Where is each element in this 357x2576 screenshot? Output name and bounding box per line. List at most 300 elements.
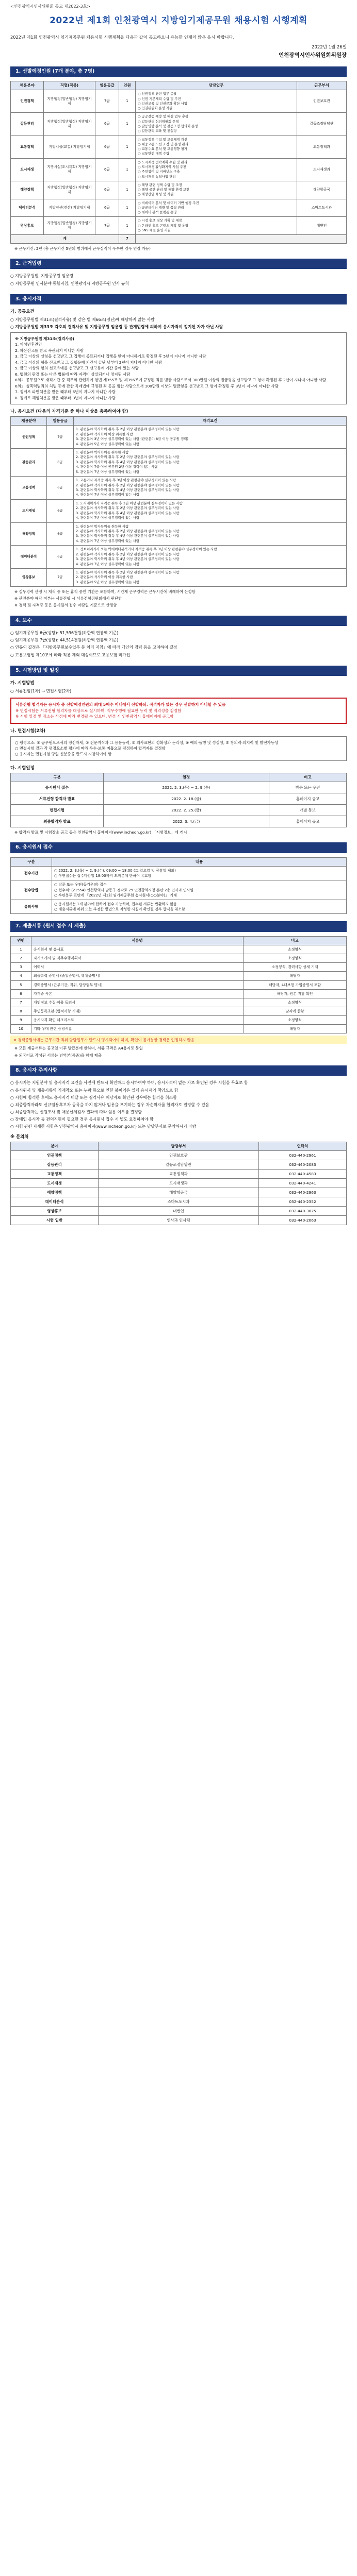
recruitment-row — [11, 158, 347, 181]
contact-row — [11, 1216, 347, 1225]
contact-field-cell: 교통정책 — [11, 1170, 99, 1179]
number-cell: 10 — [11, 1025, 31, 1033]
requirements-cell — [74, 449, 347, 477]
page-title: 2022년 제1회 인천광역시 지방임기제공무원 채용시험 시행계획 — [50, 15, 307, 26]
number-cell: 6 — [11, 989, 31, 998]
recruitment-row — [11, 217, 347, 235]
interview-line: ○ 응시자는 면접시험 당일 신분증을 반드시 지참하여야 함 — [15, 752, 112, 757]
grade-cell: 7급 — [47, 568, 74, 586]
salary-item: ○ 임기제공무원 6급(상당): 51,596천원(하한액 연봉액 기준) — [10, 631, 119, 636]
duty-line: ○ 해양 공간 관리 및 해양 환경 보전 — [138, 188, 190, 192]
intro-text: 2022년 제1회 인천광역시 임기제공무원 채용시험 시행계획을 다음과 같이 공고하오니 유능한 인재의 많은 응시 바랍니다. — [10, 34, 235, 40]
interview-line: ○ 면접시험 결과 각 평정요소별 평가에 따라 우수·보통·미흡으로 평정하여 합격자를 결정함 — [15, 745, 166, 751]
contact-row — [11, 1197, 347, 1207]
disqualification-item: 6의3. 성폭력범죄의 처벌 등에 관한 특례법에 규정된 죄 등을 범한 사람으로서 100만원 이상의 벌금형을 선고받고 그 형이 확정된 후 3년이 지나지 아니한 사람 — [15, 383, 279, 388]
section-salary-title: 4. 보수 — [10, 616, 347, 626]
date-cell: 2022. 3. 4.(금) — [104, 816, 269, 827]
contact-dept-cell: 해양항공국 — [99, 1188, 259, 1197]
contact-row — [11, 1151, 347, 1160]
content-line: ○ 우편접수는 접수마감일 18:00까지 도착분에 한하여 유효함 — [54, 874, 152, 878]
content-line: ○ 응시원서는 1개 분야에 한하여 접수 가능하며, 접수된 서류는 반환하지 않음 — [54, 902, 177, 906]
content-cell — [52, 900, 347, 913]
requirement-line: 2. 관련분야 석사학위 취득 후 2년 이상 관련분야 실무경력이 있는 사람 — [76, 455, 180, 460]
requirement-line: 1. 정보처리기사 또는 빅데이터분석기사 자격증 취득 후 3년 이상 관련분야 실무경력이 있는 사람 — [76, 547, 217, 552]
legal-basis-item: ○ 지방공무원 인사분야 통합지침, 인천광역시 지방공무원 인사 규칙 — [10, 281, 129, 286]
duty-line: ○ 교통정책 수립 및 교통체계 개선 — [138, 137, 187, 142]
document-row — [11, 945, 347, 954]
document-note-cell: 해당자 — [244, 1025, 347, 1033]
common-requirements-heading: 가. 공통요건 — [10, 309, 35, 314]
duties-cell — [136, 113, 297, 135]
field-cell: 영상홍보 — [11, 217, 44, 235]
requirement-line: 3. 관련분야 학사학위 취득 후 4년 이상 관련분야 실무경력이 있는 사람 — [76, 488, 180, 493]
warning-line: ※ 면접시험은 서류전형 합격자를 대상으로 실시하며, 직무수행에 필요한 능력 및 적격성을 검정함 — [15, 708, 182, 713]
count-cell: 1 — [119, 199, 136, 217]
documents-note: ※ 모든 제출서류는 공고일 이후 발급분에 한하며, 서류 규격은 A4용지로 통일 — [14, 1046, 143, 1051]
footer-spacer — [10, 1225, 347, 1234]
field-cell: 영상홍보 — [11, 568, 47, 586]
grade-cell: 6급 — [95, 181, 119, 199]
application-table — [10, 857, 347, 914]
contact-dept-cell: 인권보호관 — [99, 1151, 259, 1160]
stage-cell: 최종합격자 발표 — [11, 816, 104, 827]
count-cell: 1 — [119, 181, 136, 199]
col-header: 인원 — [119, 81, 136, 90]
notice-reference: <인천광역시인사위원회 공고 제2022-3호> — [10, 4, 91, 9]
document-name-cell: 개인정보 수집·이용 동의서 — [31, 998, 244, 1007]
count-cell: 1 — [119, 217, 136, 235]
recruitment-row — [11, 199, 347, 217]
duty-line: ○ 해양산업 육성 및 지원 — [138, 192, 174, 197]
contact-field-cell: 인권정책 — [11, 1151, 99, 1160]
contact-table — [10, 1142, 347, 1225]
col-header: 연번 — [11, 936, 31, 945]
field-cell: 해양정책 — [11, 181, 44, 199]
field-cell: 해양정책 — [11, 522, 47, 546]
contact-dept-cell: 스마트도시과 — [99, 1197, 259, 1207]
disqualification-item: 1. 피성년후견인 — [15, 342, 42, 347]
contact-field-cell: 갈등관리 — [11, 1160, 99, 1170]
series-cell: 지방행정(일반행정) 지방임기제 — [44, 113, 95, 135]
number-cell: 8 — [11, 1007, 31, 1015]
count-cell: 1 — [119, 158, 136, 181]
grade-cell: 7급 — [95, 217, 119, 235]
note-cell: 개별 통보 — [269, 805, 347, 816]
dept-cell: 대변인 — [297, 217, 347, 235]
document-note-cell: 남자에 한함 — [244, 1007, 347, 1015]
contact-field-cell: 시험 일반 — [11, 1216, 99, 1225]
document-name-cell: 응시원서 및 응시표 — [31, 945, 244, 954]
qualification-table — [10, 416, 347, 587]
duty-line: ○ 인권교육 및 인권문화 확산 사업 — [138, 101, 187, 106]
requirement-line: 4. 관련분야 7년 이상 실무경력이 있는 사람 — [76, 562, 140, 566]
requirement-line: 2. 관련분야 석사학위 취득 후 2년 이상 관련분야 실무경력이 있는 사람 — [76, 506, 180, 511]
series-cell: 지방행정(일반행정) 지방임기제 — [44, 217, 95, 235]
contact-tel-cell: 032-440-2963 — [259, 1188, 347, 1197]
col-header: 서류명 — [31, 936, 244, 945]
requirement-line: 2. 관련분야 석사학위 취득 후 2년 이상 관련분야 실무경력이 있는 사람 — [76, 529, 180, 533]
requirement-line: 3. 관련분야 학사학위 취득 후 4년 이상 관련분야 실무경력이 있는 사람 — [76, 534, 180, 538]
col-header: 임용등급 — [47, 417, 74, 426]
contact-tel-cell: 032-440-3025 — [259, 1207, 347, 1216]
dept-cell: 갈등조정담당관 — [297, 113, 347, 135]
stage-cell: 서류전형 합격자 발표 — [11, 793, 104, 805]
col-header: 담당부서 — [99, 1142, 259, 1151]
requirement-line: 1. 도시계획기사 자격증 취득 후 3년 이상 관련분야 실무경력이 있는 사람 — [76, 501, 183, 505]
content-line: ○ 접수처: (21554) 인천광역시 남동구 정각로 29 인천광역시청 본관 2층 인사과 인사팀 — [54, 888, 194, 892]
caution-item: ○ 시험에 합격한 후에도 응시자격 미달 또는 결격사유 해당자로 확인된 경우에는 합격을 취소함 — [10, 1095, 177, 1100]
qualification-row — [11, 499, 347, 522]
document-note-cell: 해당자 — [244, 972, 347, 980]
requirement-line: 4. 관련분야 7년 이상 실무경력이 있는 사람 — [76, 516, 140, 520]
grade-cell: 7급 — [95, 90, 119, 113]
duty-line: ○ 교통안전 대책 수립 — [138, 151, 170, 156]
issuing-organization: 인천광역시인사위원회위원장 — [279, 52, 347, 59]
note-cell: 홈페이지 공고 — [269, 793, 347, 805]
recruitment-row — [11, 113, 347, 135]
contact-row — [11, 1179, 347, 1188]
contact-tel-cell: 032-440-2083 — [259, 1160, 347, 1170]
requirements-cell — [74, 477, 347, 500]
application-row — [11, 880, 347, 900]
contact-table-header — [11, 1142, 347, 1151]
duty-line: ○ 해양 관련 정책 수립 및 조정 — [138, 182, 182, 187]
disqualification-item: 7. 징계로 파면처분을 받은 때부터 5년이 지나지 아니한 사람 — [15, 389, 116, 395]
requirement-line: 5. 관련분야 7년 이상 실무경력이 있는 사람 — [76, 469, 140, 474]
document-row — [11, 998, 347, 1007]
schedule-table-header — [11, 773, 347, 782]
caution-item: ○ 최종합격자라도 신규임용후보자 등록을 하지 않거나 임용을 포기하는 경우 차순위자를 합격자로 결정할 수 있음 — [10, 1102, 209, 1107]
contact-dept-cell: 대변인 — [99, 1207, 259, 1216]
qualification-table-header — [11, 417, 347, 426]
field-cell: 교통정책 — [11, 477, 47, 500]
document-note-cell: 소정양식 — [244, 954, 347, 963]
warning-line: 서류전형 합격자는 응시자 중 선발예정인원의 최대 5배수 이내에서 선발하되, 적격자가 없는 경우 선발하지 아니할 수 있음 — [15, 702, 226, 707]
schedule-heading: 다. 시험일정 — [10, 765, 35, 770]
qualification-row — [11, 546, 347, 569]
date-cell: 2022. 2. 18.(금) — [104, 793, 269, 805]
col-header: 채용분야 — [11, 81, 44, 90]
duty-line: ○ 공공갈등 예방 및 해결 업무 총괄 — [138, 114, 189, 119]
document-note-cell: 소정양식 — [244, 945, 347, 954]
schedule-note: ※ 합격자 발표 및 시험장소 공고 등은 인천광역시 홈페이지(www.incheon.go.kr) 「시험정보」에 게시 — [14, 830, 187, 835]
requirement-line: 4. 관련분야 5년 이상 실무경력이 있는 사람 — [76, 442, 140, 446]
requirements-cell — [74, 522, 347, 546]
duty-line: ○ 주민참여 및 거버넌스 구축 — [138, 170, 180, 174]
duty-line: ○ 인권위원회 운영 지원 — [138, 106, 173, 111]
duty-line: ○ 교통수요 분석 및 교통영향 평가 — [138, 147, 187, 151]
date-cell: 2022. 2. 25.(금) — [104, 805, 269, 816]
section-eligibility-title: 3. 응시자격 — [10, 294, 347, 305]
legal-basis-item: ○ 지방공무원법, 지방공무원 임용령 — [10, 274, 74, 279]
grade-cell: 6급 — [95, 135, 119, 158]
duty-line: ○ 인권 기본계획 수립 및 추진 — [138, 96, 181, 101]
disqualification-item: 2. 파산선고를 받고 복권되지 아니한 사람 — [15, 348, 84, 353]
qualification-row — [11, 449, 347, 477]
field-cell: 갈등관리 — [11, 449, 47, 477]
label-cell: 접수기간 — [11, 867, 52, 880]
document-name-cell: 경력증명서 (근무기간, 직위, 담당업무 명시) — [31, 980, 244, 989]
duty-line: ○ 온라인 홍보 콘텐츠 제작 및 운영 — [138, 223, 189, 228]
duty-line: ○ SNS 채널 운영 지원 — [138, 228, 171, 233]
notice-page — [0, 0, 357, 1234]
grade-cell: 6급 — [47, 546, 74, 569]
total-label: 계 — [11, 235, 119, 243]
contact-field-cell: 도시재생 — [11, 1179, 99, 1188]
qualification-row — [11, 522, 347, 546]
content-line: ○ 제출서류에 허위 또는 부정한 방법으로 작성한 사실이 확인될 경우 합격을 취소함 — [54, 907, 185, 911]
contact-tel-cell: 032-440-2063 — [259, 1216, 347, 1225]
caution-item: ○ 응시원서 및 제출서류의 기재착오 또는 누락 등으로 인한 불이익은 일체 응시자의 책임으로 함 — [10, 1088, 178, 1093]
document-note-cell: 해당자, 원본 지참 확인 — [244, 989, 347, 998]
section-exam-method-title: 5. 시험방법 및 일정 — [10, 666, 347, 676]
duty-line: ○ 갈등관리 심의위원회 운영 — [138, 119, 179, 124]
schedule-row — [11, 782, 347, 793]
date-cell: 2022. 2. 3.(목) ~ 2. 9.(수) — [104, 782, 269, 793]
contact-field-cell: 영상홍보 — [11, 1207, 99, 1216]
duty-line: ○ 시정 홍보 영상 기획 및 제작 — [138, 218, 182, 223]
duty-line: ○ 갈등관리 교육 및 컨설팅 — [138, 129, 177, 133]
contact-heading: ※ 문의처 — [10, 1134, 29, 1140]
requirement-line: 1. 관련분야 박사학위를 취득한 사람 — [76, 450, 129, 455]
requirement-line: 4. 관련분야 7년 이상 실무경력이 있는 사람 — [76, 538, 140, 543]
disqualification-box — [10, 332, 347, 404]
duty-line: ○ 도시재생 활성화지역 사업 추진 — [138, 164, 186, 169]
grade-cell: 6급 — [47, 522, 74, 546]
caution-list — [10, 1080, 347, 1130]
document-name-cell: 응시자격 확인 체크리스트 — [31, 1016, 244, 1025]
number-cell: 4 — [11, 972, 31, 980]
salary-item: ○ 고용보험법 제10조에 따라 적용 제외 대상이므로 고용보험 미가입 — [10, 652, 131, 657]
col-header: 임용등급 — [95, 81, 119, 90]
col-header: 담당업무 — [136, 81, 297, 90]
exam-method-heading: 가. 시험방법 — [10, 680, 35, 686]
series-cell: 지방시설(교통) 지방임기제 — [44, 135, 95, 158]
document-row — [11, 1016, 347, 1025]
schedule-row — [11, 805, 347, 816]
number-cell: 7 — [11, 998, 31, 1007]
contact-tel-cell: 032-440-2961 — [259, 1151, 347, 1160]
requirement-line: 2. 관련분야 석사학위 취득 후 2년 이상 관련분야 실무경력이 있는 사람 — [76, 483, 180, 487]
requirement-line: 2. 관련분야 석사학위 이상 취득한 사람 — [76, 432, 133, 436]
series-cell: 지방시설(도시계획) 지방임기제 — [44, 158, 95, 181]
section-application-title: 6. 응시원서 접수 — [10, 842, 347, 853]
document-name-cell: 자격증 사본 — [31, 989, 244, 998]
field-cell: 도시재생 — [11, 158, 44, 181]
interview-box — [10, 736, 347, 761]
label-cell: 접수방법 — [11, 880, 52, 900]
disqualification-list — [15, 342, 342, 401]
dept-cell: 해양항공국 — [297, 181, 347, 199]
total-count: 7 — [119, 235, 136, 243]
documents-notes — [10, 1045, 347, 1058]
duty-line: ○ 인권정책 관련 업무 총괄 — [138, 92, 177, 96]
recruitment-table-header — [11, 81, 347, 90]
contact-row — [11, 1188, 347, 1197]
duty-line: ○ 대중교통 노선 조정 및 운영 관리 — [138, 142, 189, 146]
caution-item: ○ 최종합격자는 신원조사 및 채용신체검사 결과에 따라 임용 여부를 결정함 — [10, 1109, 142, 1114]
grade-cell: 6급 — [47, 499, 74, 522]
dept-cell: 인권보호관 — [297, 90, 347, 113]
salary-item: ○ 연봉의 결정은 「지방공무원보수업무 등 처리 지침」에 따라 개인의 경력 등을 고려하여 결정 — [10, 645, 177, 650]
contact-tel-cell: 032-440-2352 — [259, 1197, 347, 1207]
duties-cell — [136, 90, 297, 113]
number-cell: 5 — [11, 980, 31, 989]
requirement-line: 3. 관련분야 학사학위 취득 후 4년 이상 관련분야 실무경력이 있는 사람 — [76, 557, 180, 562]
duties-cell — [136, 199, 297, 217]
requirements-cell — [74, 499, 347, 522]
qualification-note: ※ 관련분야 해당 여부는 서류전형 시 서류전형위원회에서 판단함 — [14, 596, 122, 601]
salary-list — [10, 630, 347, 658]
qualification-note: ※ 실무경력 산정 시 재직 중 또는 휴직 중인 기간은 포함하며, 시간제 근무경력은 근무시간에 비례하여 산정함 — [14, 589, 196, 595]
field-cell: 교통정책 — [11, 135, 44, 158]
content-cell — [52, 867, 347, 880]
qualification-note: ※ 경력 및 자격증 등은 응시원서 접수 마감일 기준으로 산정함 — [14, 603, 117, 608]
requirement-line: 4. 관련분야 7급 이상 공무원 2년 이상 경력이 있는 사람 — [76, 465, 158, 469]
schedule-row — [11, 816, 347, 827]
document-name-cell: 최종학력 증명서 (졸업증명서, 학위증명서) — [31, 972, 244, 980]
duty-line: ○ 도시재생 전략계획 수립 및 관리 — [138, 160, 187, 164]
duties-cell — [136, 135, 297, 158]
col-header: 비고 — [269, 773, 347, 782]
requirement-line: 4. 관련분야 7년 이상 실무경력이 있는 사람 — [76, 493, 140, 497]
section-legal-basis-title: 2. 근거법령 — [10, 259, 347, 269]
document-row — [11, 989, 347, 998]
recruitment-table — [10, 81, 347, 243]
number-cell: 2 — [11, 954, 31, 963]
col-header: 일정 — [104, 773, 269, 782]
grade-cell: 6급 — [95, 113, 119, 135]
contact-dept-cell: 도시재생과 — [99, 1179, 259, 1188]
recruitment-row — [11, 90, 347, 113]
requirement-line: 1. 교통기사 자격증 취득 후 3년 이상 관련분야 실무경력이 있는 사람 — [76, 478, 176, 483]
interview-line: ○ 평정요소: ① 공무원으로서의 정신자세, ② 전문지식과 그 응용능력, ③ 의사표현의 정확성과 논리성, ④ 예의·품행 및 성실성, ⑤ 창의력·의지력 및 발전가능성 — [15, 740, 279, 745]
document-row — [11, 954, 347, 963]
content-line: ○ 방문 또는 우편(등기우편) 접수 — [54, 883, 107, 887]
grade-cell: 6급 — [95, 158, 119, 181]
stage-cell: 응시원서 접수 — [11, 782, 104, 793]
document-note-cell: 해당자, 4대보험 가입증명서 포함 — [244, 980, 347, 989]
qualification-heading: 나. 응시요건 (다음의 자격기준 중 하나 이상을 충족하여야 함) — [10, 409, 128, 414]
contact-dept-cell: 갈등조정담당관 — [99, 1160, 259, 1170]
duty-line: ○ 빅데이터 분석 및 데이터 기반 행정 추진 — [138, 200, 199, 205]
documents-table — [10, 936, 347, 1033]
field-cell: 인권정책 — [11, 426, 47, 449]
col-header: 직렬(직류) — [44, 81, 95, 90]
caution-item: ○ 시험 관련 자세한 사항은 인천광역시 홈페이지(www.incheon.go.kr) 또는 담당부서로 문의하시기 바람 — [10, 1124, 197, 1129]
dept-cell: 교통정책과 — [297, 135, 347, 158]
recruitment-row — [11, 181, 347, 199]
disqualification-item: 5. 금고 이상의 형의 선고유예를 선고받고 그 선고유예 기간 중에 있는 사람 — [15, 366, 139, 371]
requirement-line: 2. 관련분야 석사학위 취득 후 2년 이상 관련분야 실무경력이 있는 사람 — [76, 552, 180, 556]
col-header: 비고 — [244, 936, 347, 945]
field-cell: 인권정책 — [11, 90, 44, 113]
qualification-row — [11, 568, 347, 586]
exam-method-item: ○ 서류전형(1차) → 면접시험(2차) — [10, 688, 72, 693]
disqualification-item: 6의2. 공무원으로 재직기간 중 직무와 관련하여 형법 제355조 및 제356조에 규정된 죄를 범한 사람으로서 300만원 이상의 벌금형을 선고받고 그 형이 확정된 후 2년이 지나지 아니한 사람 — [15, 378, 326, 383]
contact-dept-cell: 교통정책과 — [99, 1170, 259, 1179]
document-name-cell: 자기소개서 및 직무수행계획서 — [31, 954, 244, 963]
grade-cell: 6급 — [47, 449, 74, 477]
duty-line: ○ 공공데이터 개방 및 품질 관리 — [138, 205, 184, 210]
number-cell: 3 — [11, 963, 31, 972]
col-header: 근무부서 — [297, 81, 347, 90]
col-header: 분야 — [11, 1142, 99, 1151]
duties-cell — [136, 181, 297, 199]
contact-field-cell: 데이터분석 — [11, 1197, 99, 1207]
series-cell: 지방행정(일반행정) 지방임기제 — [44, 181, 95, 199]
duty-line: ○ 데이터 분석 플랫폼 운영 — [138, 210, 177, 215]
recruitment-total-row — [11, 235, 347, 243]
content-cell — [52, 880, 347, 900]
application-row — [11, 900, 347, 913]
requirement-line: 2. 관련분야 석사학위 이상 취득한 사람 — [76, 575, 133, 580]
common-requirement: ○ 지방공무원법 제31조(결격사유) 및 같은 법 제66조(정년)에 해당하지 않는 사람 — [10, 317, 155, 322]
requirement-line: 1. 관련분야 학사학위 취득 후 2년 이상 관련분야 실무경력이 있는 사람 — [76, 570, 180, 574]
count-cell: 1 — [119, 113, 136, 135]
dept-cell: 도시재생과 — [297, 158, 347, 181]
grade-cell: 6급 — [47, 477, 74, 500]
requirement-line: 3. 관련분야 3년 이상 실무경력이 있는 사람 (관련분야 8급 이상 공무원 경력) — [76, 437, 189, 442]
contact-row — [11, 1207, 347, 1216]
col-header: 내용 — [52, 858, 347, 867]
requirement-line: 1. 관련분야 박사학위를 취득한 사람 — [76, 524, 129, 529]
duties-cell — [136, 217, 297, 235]
recruitment-note: ※ 근무기간: 2년 (총 근무기간 5년의 범위에서 근무실적이 우수한 경우 연장 가능) — [14, 246, 151, 251]
series-cell: 지방행정(일반행정) 지방임기제 — [44, 90, 95, 113]
requirements-cell — [74, 426, 347, 449]
schedule-table — [10, 773, 347, 827]
grade-cell: 7급 — [47, 426, 74, 449]
content-line: ○ 우편봉투 표면에 「2022년 제1회 임기제공무원 응시원서(○○분야)」 기재 — [54, 893, 177, 897]
section-recruitment-title: 1. 선발예정인원 (7개 분야, 총 7명) — [10, 66, 347, 77]
documents-table-header — [11, 936, 347, 945]
screening-warning-box — [10, 698, 347, 724]
col-header: 구분 — [11, 773, 104, 782]
note-cell: 홈페이지 공고 — [269, 816, 347, 827]
documents-note: ※ 외국어로 작성된 서류는 번역본(공증)을 함께 제출 — [14, 1053, 102, 1058]
requirement-line: 1. 관련분야 학사학위 취득 후 2년 이상 관련분야 실무경력이 있는 사람 — [76, 427, 180, 432]
document-note-cell: 소정양식, 경력사항 상세 기재 — [244, 963, 347, 972]
document-row — [11, 1025, 347, 1033]
qualification-notes — [10, 589, 347, 608]
note-cell: 방문 또는 우편 — [269, 782, 347, 793]
qualification-row — [11, 477, 347, 500]
requirement-line: 3. 관련분야 5년 이상 실무경력이 있는 사람 — [76, 580, 140, 584]
warning-line: ※ 시험 일정 및 장소는 사정에 따라 변경될 수 있으며, 변경 시 인천광역시 홈페이지에 공고함 — [15, 714, 174, 719]
document-name-cell: 이력서 — [31, 963, 244, 972]
document-note-cell: 소정양식 — [244, 998, 347, 1007]
document-row — [11, 980, 347, 989]
requirements-cell — [74, 568, 347, 586]
col-header: 자격요건 — [74, 417, 347, 426]
field-cell: 도시재생 — [11, 499, 47, 522]
disqualification-item: 3. 금고 이상의 실형을 선고받고 그 집행이 종료되거나 집행을 받지 아니하기로 확정된 후 5년이 지나지 아니한 사람 — [15, 354, 206, 359]
interview-heading: 나. 면접시험(2차) — [10, 728, 46, 734]
requirement-line: 3. 관련분야 학사학위 취득 후 4년 이상 관련분야 실무경력이 있는 사람 — [76, 511, 180, 515]
content-line: ○ 2022. 2. 3.(목) ~ 2. 9.(수), 09:00 ~ 18:00 (토·일요일 및 공휴일 제외) — [54, 869, 176, 873]
label-cell: 유의사항 — [11, 900, 52, 913]
recruitment-row — [11, 135, 347, 158]
notice-date: 2022년 1월 26일 — [312, 44, 347, 50]
caution-item: ○ 응시자는 지원분야 및 응시자격 요건을 사전에 반드시 확인하고 응시하여야 하며, 응시자격이 없는 자로 확인된 경우 시험을 무효로 함 — [10, 1080, 248, 1086]
col-header: 채용분야 — [11, 417, 47, 426]
stage-cell: 면접시험 — [11, 805, 104, 816]
disqualification-item: 4. 금고 이상의 형을 선고받고 그 집행유예 기간이 끝난 날부터 2년이 지나지 아니한 사람 — [15, 360, 163, 365]
document-name-cell: 기타 우대 관련 증빙서류 — [31, 1025, 244, 1033]
contact-row — [11, 1170, 347, 1179]
caution-item: ○ 장애인 응시자 등 편의지원이 필요한 경우 응시원서 접수 시 별도 요청하여야 함 — [10, 1116, 154, 1122]
